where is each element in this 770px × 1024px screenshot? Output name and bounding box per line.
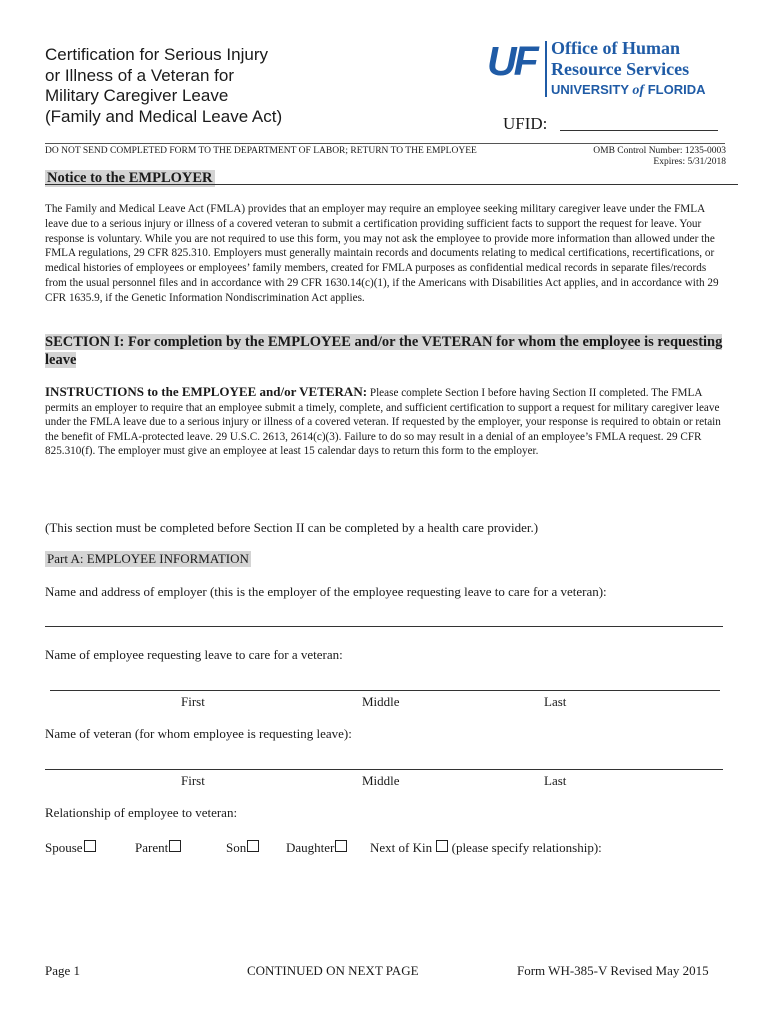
title-line: (Family and Medical Leave Act)	[45, 106, 283, 126]
instructions-body: The FMLA permits an employer to require that an employee submit a timely, complete, and sufficient certification to support a request for military caregiver leave under the FMLA leave due to a serious injury or illness of a covered veteran. If requested by the employer, your response is required to obtain or retain the benefit of FMLA-protected leave. 29 U.S.C. 2613, 2614(c)(3). Failure to do so may result in a denial of an employee’s FMLA request. 29 CFR 825.310(f). The employer must give an employee at least 15 calendar days to return this form to the employer.	[45, 387, 721, 458]
footer-form-number: Form WH-385-V Revised May 2015	[517, 963, 709, 978]
omb-info	[560, 146, 726, 168]
logo-university-line: UNIVERSITY of FLORIDA	[551, 82, 706, 98]
next-of-kin-label: Next of Kin	[370, 840, 433, 855]
uf-monogram: UF	[487, 38, 536, 84]
notice-heading: Notice to the EMPLOYER	[47, 170, 213, 186]
part-a-heading: Part A: EMPLOYEE INFORMATION	[47, 551, 249, 566]
notice-divider	[45, 184, 738, 185]
parent-checkbox[interactable]	[169, 840, 181, 852]
logo-office-line: Office of Human	[551, 38, 680, 58]
relationship-parent[interactable]	[135, 840, 181, 856]
section-1-heading: SECTION I: For completion by the EMPLOYEE and/or the VETERAN for whom the employee is requesting leave	[45, 334, 723, 368]
do-not-send-notice: DO NOT SEND COMPLETED FORM TO THE DEPARTMENT OF LABOR; RETURN TO THE EMPLOYEE	[45, 146, 477, 156]
employee-last-label: Last	[544, 694, 567, 709]
ufid-label: UFID:	[503, 114, 548, 133]
relationship-son[interactable]	[226, 840, 259, 856]
parent-label: Parent	[135, 840, 169, 855]
son-checkbox[interactable]	[247, 840, 259, 852]
relationship-spouse[interactable]	[45, 840, 96, 856]
uf-hr-logo	[487, 38, 727, 102]
employer-question: Name and address of employer (this is the employer of the employee requesting leave to care for a veteran):	[45, 584, 607, 599]
footer-page-number: Page 1	[45, 963, 81, 978]
relationship-daughter[interactable]	[286, 840, 347, 856]
veteran-question: Name of veteran (for whom employee is requesting leave):	[45, 726, 352, 741]
spouse-label: Spouse	[45, 840, 83, 855]
daughter-label: Daughter	[286, 840, 335, 855]
employee-name-field[interactable]	[50, 690, 720, 691]
completion-note: (This section must be completed before Section II can be completed by a health care provider.)	[45, 520, 539, 535]
instructions-lead: Please complete Section I before having Section II completed.	[369, 387, 649, 399]
veteran-first-label: First	[181, 773, 205, 788]
title-line: Military Caregiver Leave	[45, 86, 229, 105]
notice-body: The Family and Medical Leave Act (FMLA) provides that an employer may require an employee seeking military caregiver leave under the FMLA leave due to a serious injury or illness of a covered veteran to submit a certification providing sufficient facts to support the request for leave. Your response is voluntary. While you are not required to use this form, you may not ask the employee to provide more information than allowed under the FMLA regulations, 29 CFR 825.310. Employers must generally maintain records and documents relating to medical certifications, recertifications, or medical histories of employees or employees’ family members, created for FMLA purposes as confidential medical records in separate files/records from the usual personnel files and in accordance with 29 CFR 1630.14(c)(1), if the Americans with Disabilities Act applies, and in accordance with 29 CFR 1635.9, if the Genetic Information Nondiscrimination Act applies.	[45, 203, 719, 304]
employee-question: Name of employee requesting leave to care for a veteran:	[45, 647, 343, 662]
footer-continued: CONTINUED ON NEXT PAGE	[247, 963, 419, 978]
son-label: Son	[226, 840, 247, 855]
instructions-heading: INSTRUCTIONS to the EMPLOYEE and/or VETERAN:	[45, 384, 368, 399]
form-title	[45, 45, 465, 127]
logo-divider	[545, 41, 547, 97]
veteran-name-field[interactable]	[45, 769, 723, 770]
header-divider	[45, 143, 725, 144]
omb-control-number: OMB Control Number: 1235-0003	[593, 146, 726, 156]
employee-first-label: First	[181, 694, 205, 709]
employer-name-address-field[interactable]	[45, 626, 723, 627]
relationship-next-of-kin[interactable]	[370, 840, 602, 856]
daughter-checkbox[interactable]	[335, 840, 347, 852]
instructions	[45, 385, 730, 459]
ufid-field[interactable]	[560, 130, 718, 131]
title-line: or Illness of a Veteran for	[45, 65, 234, 85]
veteran-last-label: Last	[544, 773, 567, 788]
veteran-middle-label: Middle	[362, 773, 400, 788]
logo-resource-line: Resource Services	[551, 59, 690, 79]
relationship-question: Relationship of employee to veteran:	[45, 805, 238, 820]
title-line: Certification for Serious Injury	[45, 45, 268, 64]
next-of-kin-checkbox[interactable]	[436, 840, 448, 852]
employee-middle-label: Middle	[362, 694, 400, 709]
omb-expires: Expires: 5/31/2018	[653, 157, 726, 167]
specify-relationship-label: (please specify relationship):	[451, 840, 602, 855]
spouse-checkbox[interactable]	[84, 840, 96, 852]
